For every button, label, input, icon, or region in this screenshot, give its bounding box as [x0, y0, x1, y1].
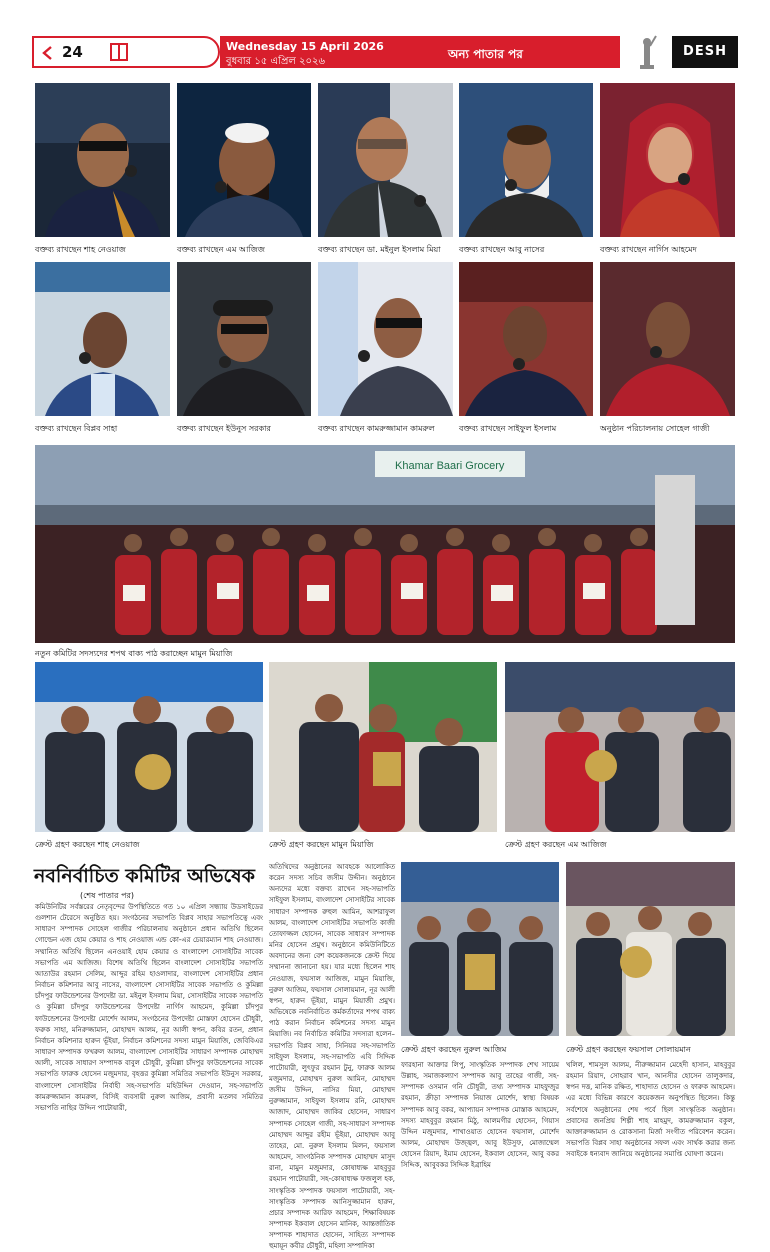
statue-of-liberty-icon [634, 34, 660, 70]
photo-caption: ক্রেস্ট গ্রহণ করছেন মামুন মিয়াজি [269, 840, 374, 849]
group-oath-photo [35, 445, 735, 643]
speaker-photo [35, 83, 170, 237]
date-bangla: বুধবার ১৫ এপ্রিল ২০২৬ [226, 56, 326, 67]
newspaper-icon [110, 42, 128, 62]
photo-caption: বক্তব্য রাখছেন বিপ্লব সাহা [35, 424, 118, 433]
chevron-left-icon [40, 45, 56, 61]
photo-caption: নতুন কমিটির সদস্যদের শপথ বাক্য পাঠ করাচ্ছেন মামুন মিয়াজি [35, 649, 233, 658]
photo-caption: ক্রেস্ট গ্রহণ করছেন শাহ নেওয়াজ [35, 840, 140, 849]
crest-award-photo [505, 662, 735, 832]
speaker-photo [600, 83, 735, 237]
crest-award-photo [401, 862, 559, 1036]
speaker-photo [318, 83, 453, 237]
photo-caption: বক্তব্য রাখছেন শাহ নেওয়াজ [35, 245, 126, 254]
photo-caption: অনুষ্ঠান পরিচালনায় সোহেল গাজী [600, 424, 710, 433]
photo-caption: বক্তব্য রাখছেন আবু নাসের [459, 245, 545, 254]
photo-caption: ক্রেস্ট গ্রহণ করছেন নুরুল আজিম [401, 1045, 507, 1054]
speaker-photo [600, 262, 735, 416]
article-column: কমিউনিটির সর্বস্তরের নেতৃবৃন্দের উপস্থিতিতে গত ১০ এপ্রিল সন্ধ্যায় উডসাইডের গুলশান টেরেসে অনুষ্ঠিত হয়। সংগঠনের সভাপতি বিপ্লব সাহার সভাপতিত্বে এবং সাধারণ সম্পাদক সোহেল গাজীর পরিচালনায় অনুষ্ঠানে প্রধান অতিথি ছিলেন গোল্ডেন এজ হোম কেয়ার ও শাহ নেওয়াজ এন্ড কো-এর চেয়ারম্যান শাহ নেওয়াজ। সম্মানিত অতিথি ছিলেন এনওয়াই হোম কেয়ার ও বাংলাদেশ সোসাইটির সাবেক সভাপতি এম আজিজ। বিশেষ অতিথি ছিলেন বাংলাদেশ সোসাইটির সভাপতি আতাউর রহমান সেলিম, আব্দুর রহিম হাওলাদার, বাংলাদেশ সোসাইটির প্রধান নির্বাচন কমিশনার আবু নাসের, বাংলাদেশ সোসাইটির সাবেক সভাপতি ও কুমিল্লা চাঁদপুর ফাউন্ডেশনের উপদেষ্টা ডা. মইনুল ইসলাম মিয়া, সোসাইটির সাবেক সভাপতি ও কুমিল্লা চাঁদপুর ফাউন্ডেশনের উপদেষ্টা নার্গিস আহমেদ, কুমিল্লা চাঁদপুর ফাউন্ডেশনের উপদেষ্টা মোর্শেদ আলম, সংগঠনের উপদেষ্টা মোস্তফা হোসেন চৌধুরী, ফরুক সাহা, মনিরুজ্জামান, মোহাম্মদ আলম, নূর আলী স্বপন, কবির রতন, প্রধান নির্বাচন কমিশনার হারুন ভূঁইয়া, নির্বাচন কমিশনের সদস্য মামুন মিয়াজি, জেবিবিএর সাধারণ সম্পাদক ফখরুল আলম, বাংলাদেশ সোসাইটির সাধারণ সম্পাদক মোহাম্মদ আলী, সাবেক সাধারণ সম্পাদক বাবুল চৌধুরী, কুমিল্লা চাঁদপুর ফাউন্ডেশনের সাবেক সভাপতি ফারুক হোসেন মজুমদার, বৃহত্তর কুমিল্লা সমিতির সভাপতি ইউনুস সরকার, বাংলাদেশ সোসাইটির নির্বাহী সহ-সভাপতি মহিউদ্দিন দেওয়ান, সহ-সভাপতি কামরুজ্জামান কামরুল, বিসিই ব্যবসায়ী নুরুল আজিম, প্রবাসী মতলব সমিতির সভাপতি নাছির উদ্দিন পাটোয়ারী, [35, 903, 263, 1112]
banner-text: Khamar Baari Grocery [395, 460, 505, 472]
photo-caption: বক্তব্য রাখছেন ডা. মইনুল ইসলাম মিয়া [318, 245, 441, 254]
newspaper-logo: DESH [672, 36, 738, 68]
speaker-photo [177, 83, 311, 237]
photo-caption: ক্রেস্ট গ্রহণ করছেন ফয়সাল সোলায়মান [566, 1045, 691, 1054]
crest-award-photo [566, 862, 735, 1036]
page-number: 24 [62, 43, 83, 61]
photo-caption: বক্তব্য রাখছেন ইউনুস সরকার [177, 424, 271, 433]
continued-note: (শেষ পাতার পর) [80, 891, 135, 900]
speaker-photo [459, 262, 593, 416]
page-header [32, 34, 738, 72]
section-title: অন্য পাতার পর [448, 47, 523, 61]
article-column: খলিল, শামসুল আলম, নীরুজ্জামান মেহেদী হাসান, মাহবুবুর রহমান রিয়াদ, সোহরাব খান, আনসীর হোসেন তালুকদার, স্বপন দত্ত, মানিক রক্ষিত, শাহাদাত হোসেন ও ফারুক আহমেদ। এর মধ্যে বিভিন্ন কারণে কয়েকজন অনুপস্থিত ছিলেন। কিন্তু সর্বশেষে অনুষ্ঠানের শেষ পর্বে ছিল সাংস্কৃতিক অনুষ্ঠান। প্রবাসের জনপ্রিয় শিল্পী শাহ মাহমুদ, কামরুজ্জামান বকুল, আক্তারুজ্জামান ও রোকসানা মির্জা সংগীত পরিবেশন করেন। সভাপতি বিপ্লব সাহা অনুষ্ঠানের সফল এবং সার্থক করার জন্য সবাইকে ধন্যবাদ জানিয়ে অনুষ্ঠানের সমাপ্তি ঘোষণা করেন। [566, 1061, 735, 1159]
photo-caption: বক্তব্য রাখছেন সাইফুল ইসলাম [459, 424, 557, 433]
article-headline: নবনির্বাচিত কমিটির অভিষেক [34, 865, 255, 887]
photo-caption: বক্তব্য রাখছেন কামরুজ্জামান কামরুল [318, 424, 435, 433]
date-english: Wednesday 15 April 2026 [226, 40, 384, 53]
speaker-photo [459, 83, 593, 237]
speaker-photo [318, 262, 453, 416]
photo-caption: ক্রেস্ট গ্রহণ করছেন এম আজিজ [505, 840, 607, 849]
speaker-photo [35, 262, 170, 416]
crest-award-photo [35, 662, 263, 832]
article-column: অতিথিদের অনুষ্ঠানের আবহকে আলোকিত করেন সদস্য সচিব জসীম উদ্দীন। অনুষ্ঠানে অন্যদের মধ্যে বক্তব্য রাখেন সহ-সভাপতি সাইফুল ইসলাম, বাংলাদেশ সোসাইটির সাবেক সাধারণ সম্পাদক রুহুল আমিন, আশরাফুল আলম, বাংলাদেশ সোসাইটির সভাপতি কাজী তোফাজ্জল হোসেন, সাবেক সাধারণ সম্পাদক মনির হোসেন প্রমুখ। অনুষ্ঠানে কমিউনিটিতে অবদানের জন্য বেশ কয়েকজনকে ক্রেস্ট দিয়ে সম্মাননা জানানো হয়। যার মধ্যে ছিলেন শাহ নেওয়াজ, ফয়সাল আজিজ, মামুন মিয়াজি, নুরুল আজিম, ফয়সাল সোলায়মান, নূর আলী স্বপন, হারুন ভূঁইয়া, মামুন মিয়াজী প্রমুখ। অভিষেকে নবনির্বাচিত কর্মকর্তাদের শপথ বাক্য পাঠ করান নির্বাচন কমিশনের সদস্য মামুন মিয়াজি। নব নির্বাচিত কমিটির সদস্যরা হলেন–সভাপতি বিপ্লব সাহা, সিনিয়র সহ-সভাপতি সাইফুল ইসলাম, সহ-সভাপতি এবি সিদ্দিক পাটোয়ারী, লুৎফুর রহমান টুনু, ফারুক আলম মজুমদার, মোহাম্মদ নুরুল আমিন, মোহাম্মদ জসীম উদ্দিন, নাসির মিয়া, মোহাম্মদ নুরুজ্জামান, সাইফুল ইসলাম রনি, মোহাম্মদ আজাদ, মোহাম্মদ জাকির হোসেন, সাধারণ সম্পাদক সোহেল গাজী, সহ-সাধারণ সম্পাদক মোহাম্মদ আব্দুর রহীম ভূঁইয়া, মোহাম্মদ আবু তাহের, মো. নুরুল ইসলাম মিলন, ফয়সাল আহমেদ, সাংগঠনিক সম্পাদক মোহাম্মদ মাসুদ রানা, মামুন মজুমদার, কোষাধ্যক্ষ মাহবুবুর রহমান পাটোয়ারী, সহ-কোষাধ্যক্ষ ফজলুল হক, সাংস্কৃতিক সম্পাদক ফয়সাল পাটোয়ারী, সহ-সাংস্কৃতিক সম্পাদক আনিসুজ্জামান হারুন, প্রচার সম্পাদক আরিফ আহমেদ, শিক্ষাবিষয়ক সম্পাদক ইকবাল হোসেন মানিক, আন্তর্জাতিক সম্পাদক শাহাদাত হোসেন, সাহিত্য সম্পাদক হুমায়ূন কবীর চৌধুরী, মহিলা সম্পাদিকা [269, 863, 395, 1251]
photo-caption: বক্তব্য রাখছেন এম আজিজ [177, 245, 265, 254]
article-column: ফারহানা আক্তার লিপু, সাংস্কৃতিক সম্পাদক শেখ সায়েম উল্লাহ, সমাজকল্যাণ সম্পাদক আবু তাহের গাজী, সহ-সম্পাদক ওসমান গনি চৌধুরী, তথ্য সম্পাদক মাহফুজুর রহমান, ক্রীড়া সম্পাদক নিয়াজ মোর্শেদ, স্বাস্থ্য বিষয়ক সম্পাদক আবু বকর, আপ্যায়ন সম্পাদক মোস্তাক আহমেদ, সদস্য মাহবুবুর রহমান মিঠু, আলমগীর হোসেন, গিয়াস উদ্দিন মজুমদার, শাখাওয়াত হোসেন ফয়সাল, মোর্শেদ আলম, মোহাম্মদ উজ্জ্বল, আবু ইউসুফ, মোজাম্মেল হোসেন রিয়াদ, ইমাম হোসেন, ইকবাল হোসেন, আবু বকর সিদ্দিক, আবুবকর সিদ্দিক ইব্রাহিম [401, 1061, 559, 1170]
photo-caption: বক্তব্য রাখছেন নার্গিস আহমেদ [600, 245, 697, 254]
crest-award-photo [269, 662, 497, 832]
speaker-photo [177, 262, 311, 416]
